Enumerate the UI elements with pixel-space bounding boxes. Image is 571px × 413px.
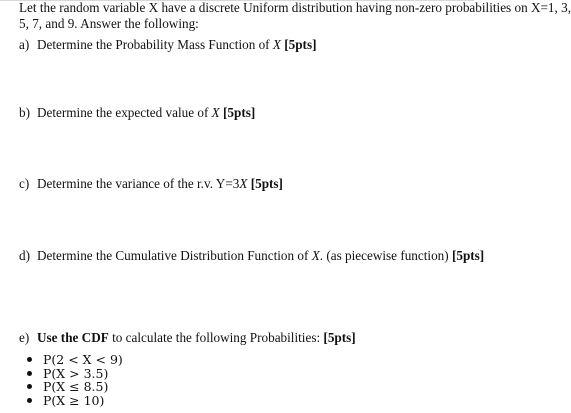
- question-e-text: to calculate the following Probabilities:: [108, 330, 324, 345]
- question-a-text: Determine the Probability Mass Function of: [37, 37, 273, 52]
- question-b: [19, 105, 255, 121]
- question-a: [19, 37, 316, 53]
- question-e: [19, 330, 356, 346]
- question-b-points: [5pts]: [223, 105, 256, 120]
- question-a-variable: X: [272, 37, 281, 52]
- bullet-icon: [27, 398, 32, 403]
- question-d-points: [5pts]: [451, 248, 485, 263]
- question-d-text-2: . (as piecewise function): [319, 248, 452, 263]
- probability-list: [27, 353, 123, 407]
- question-a-points: [5pts]: [284, 37, 317, 52]
- probability-expression: P(X ≤ 8.5): [43, 379, 109, 395]
- question-d-letter: d): [19, 248, 30, 263]
- question-c-text: Determine the variance of the r.v. Y=3: [37, 176, 240, 191]
- bullet-icon: [27, 371, 32, 376]
- bullet-icon: [27, 357, 32, 362]
- question-e-letter: e): [19, 330, 30, 345]
- question-c: [19, 176, 283, 192]
- probability-expression: P(X ≥ 10): [43, 392, 105, 408]
- probability-expression: P(X > 3.5): [43, 365, 109, 381]
- question-e-points: [5pts]: [323, 330, 356, 345]
- question-e-bold-lead: Use the CDF: [37, 330, 109, 345]
- question-b-letter: b): [19, 105, 30, 120]
- list-item: [27, 353, 123, 367]
- question-a-letter: a): [19, 37, 30, 52]
- list-item: [27, 367, 123, 381]
- question-d: [19, 248, 484, 264]
- question-c-variable: X: [239, 176, 248, 191]
- question-b-text: Determine the expected value of: [37, 105, 212, 120]
- question-b-variable: X: [211, 105, 220, 120]
- intro-line-1: Let the random variable X have a discrete Uniform distribution having non-zero probabilities on X=1, 3,: [19, 0, 571, 15]
- list-item: [27, 380, 123, 394]
- question-c-letter: c): [19, 176, 30, 191]
- probability-expression: P(2 < X < 9): [43, 352, 123, 367]
- question-c-points: [5pts]: [250, 176, 283, 191]
- bullet-icon: [27, 384, 32, 389]
- question-d-text: Determine the Cumulative Distribution Function of: [37, 248, 312, 263]
- question-d-variable: X: [311, 248, 320, 263]
- list-item: [27, 394, 123, 408]
- intro-line-2: 5, 7, and 9. Answer the following:: [19, 16, 199, 31]
